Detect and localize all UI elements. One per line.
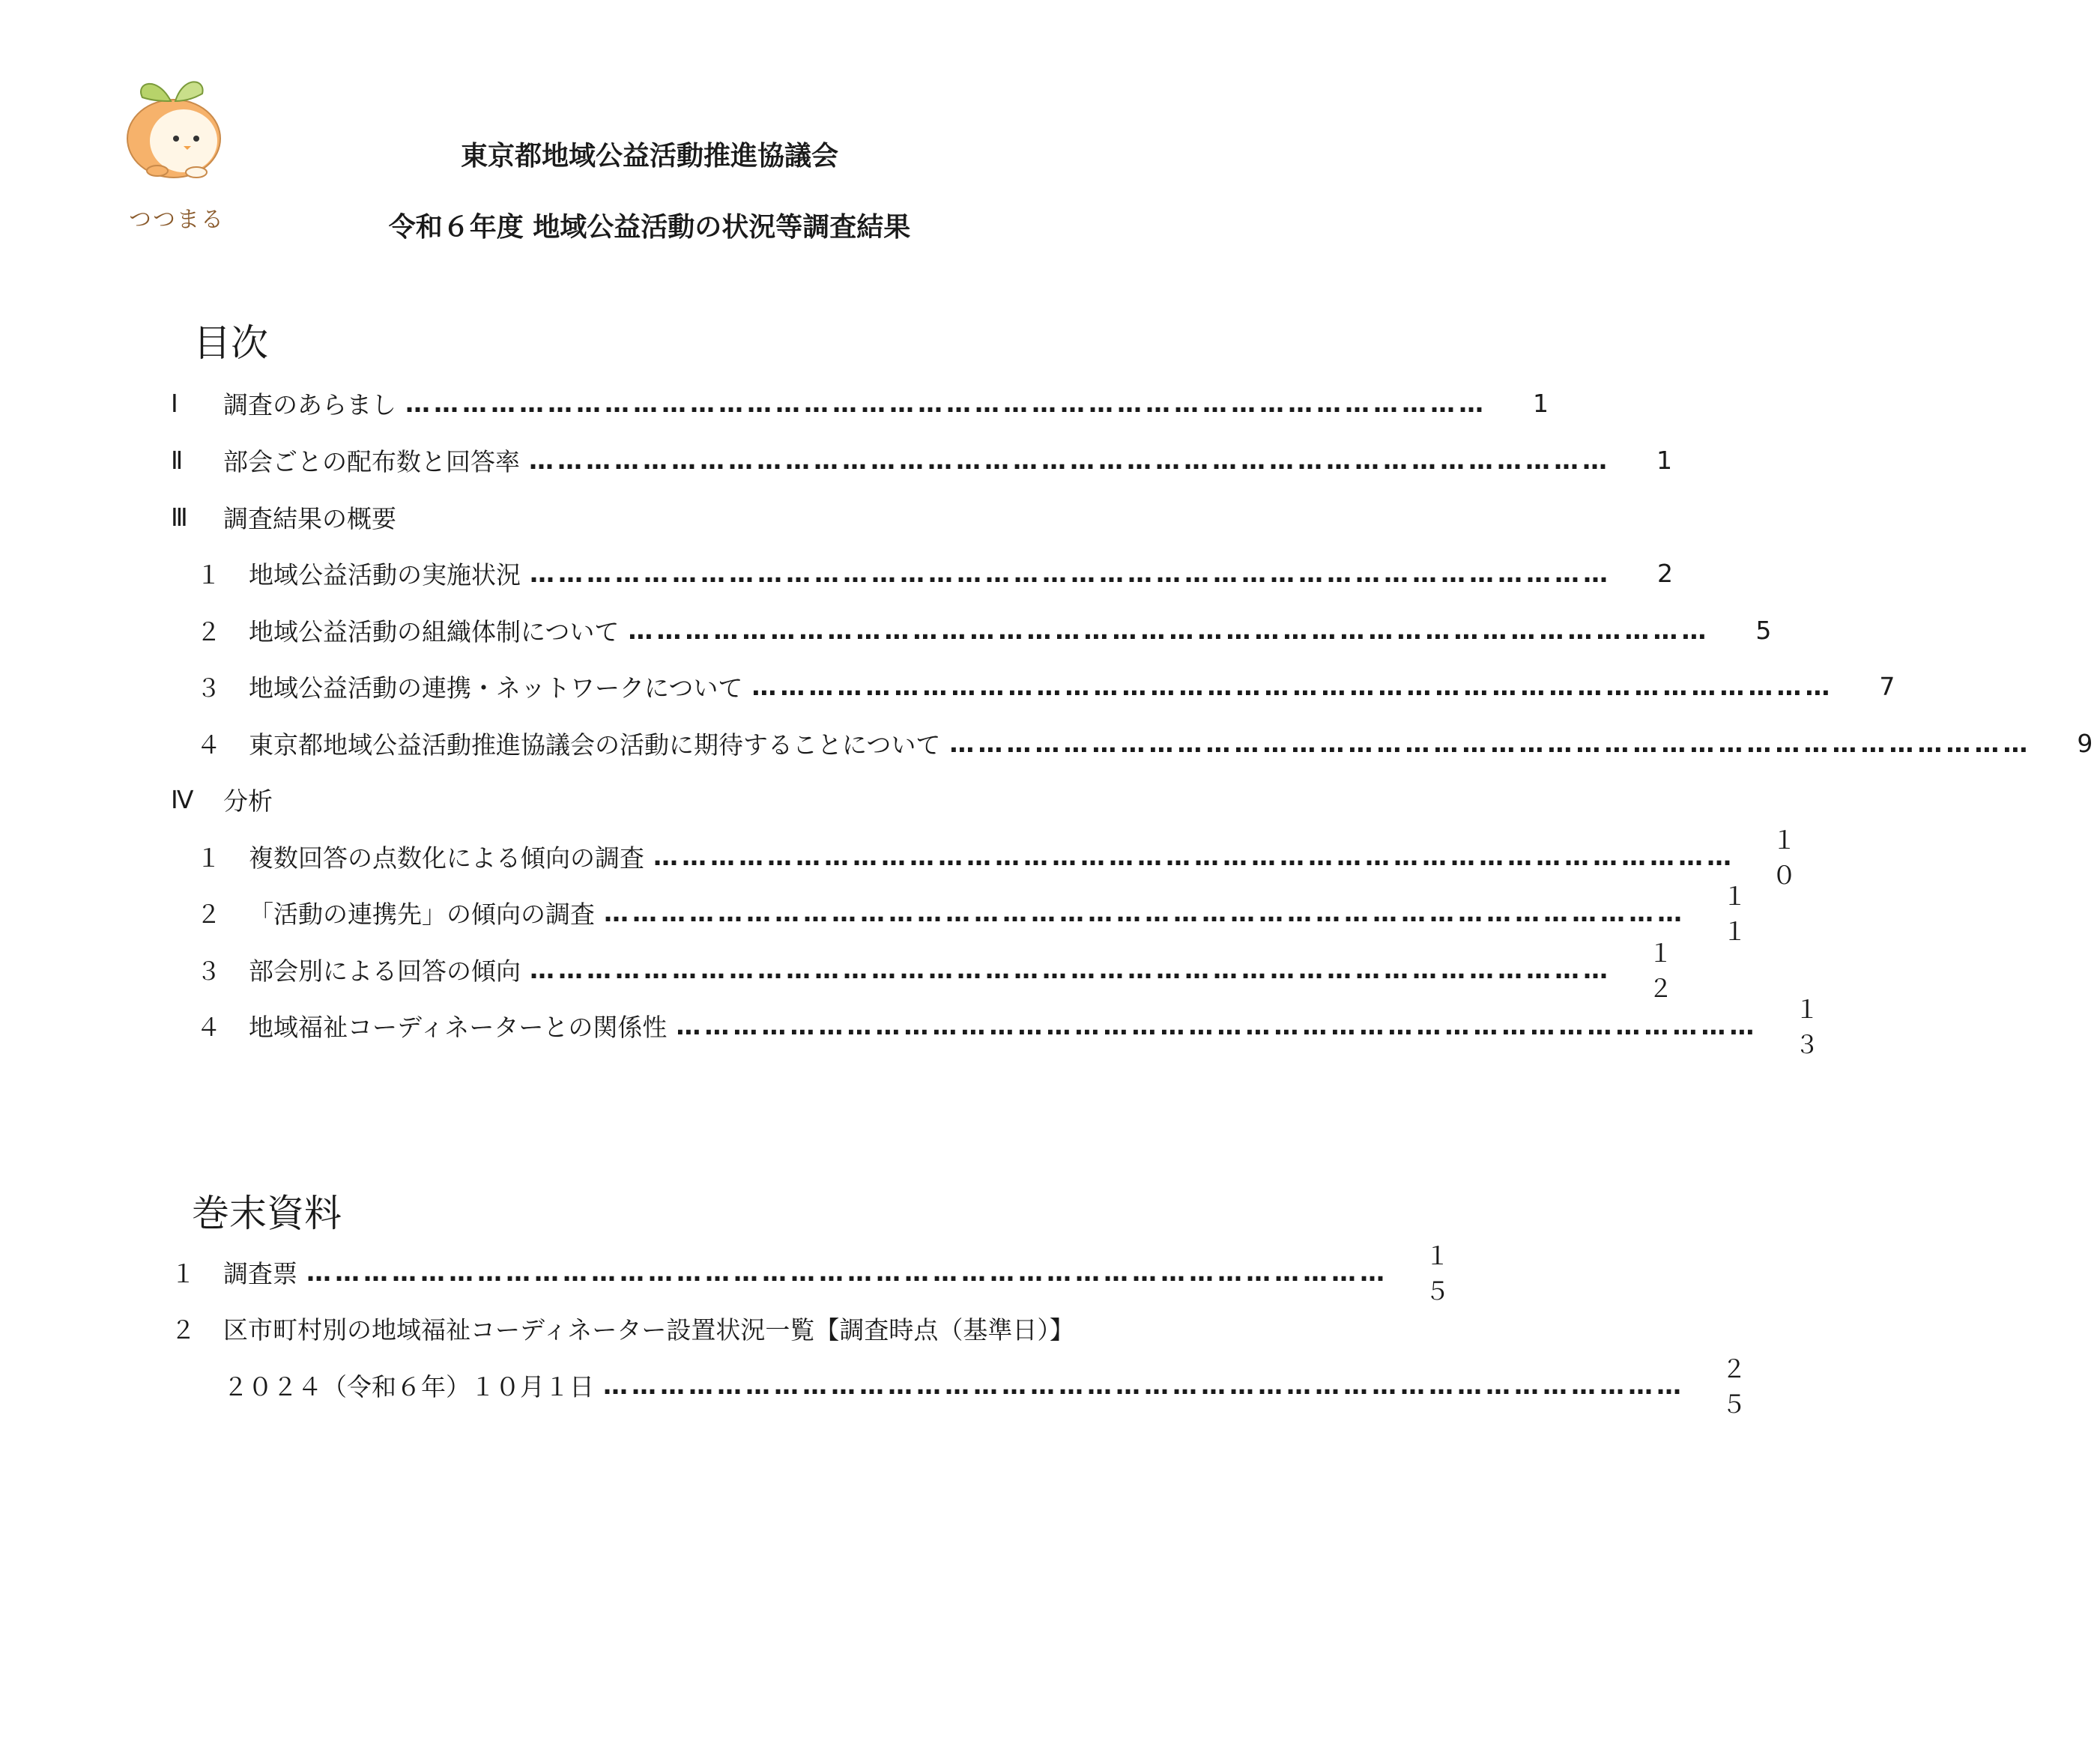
toc-label: 「活動の連携先」の傾向の調査 [249,899,595,929]
toc-page: 5 [1755,615,1779,645]
toc-num: ３ [196,956,221,986]
toc-label: 区市町村別の地域福祉コーディネーター設置状況一覧【調査時点（基準日）】 [223,1315,1074,1345]
appendix-item-continued[interactable] [223,1354,1754,1419]
report-title: 令和６年度 地域公益活動の状況等調査結果 [388,212,911,243]
toc-item[interactable] [196,554,1680,592]
toc-leader: …………………………………………………………………………………………………… [306,1257,1388,1287]
toc-num: ２ [196,899,221,929]
toc-num: １ [171,1258,196,1288]
appendix-item[interactable] [171,1241,1457,1306]
appendix-item[interactable] [171,1309,1074,1347]
toc-page: 2 [1657,558,1680,588]
toc-label: 複数回答の点数化による傾向の調査 [249,843,644,873]
toc-label: 調査結果の概要 [223,503,396,533]
toc-num: ４ [196,730,221,760]
toc-num: Ⅳ [171,784,194,814]
toc-label: 部会ごとの配布数と回答率 [223,446,520,476]
toc-page: 1 [1533,388,1556,418]
toc-item[interactable] [196,667,1903,705]
toc-section[interactable] [171,498,396,536]
toc-heading: 目次 [193,321,268,365]
toc-num: Ⅱ [171,445,184,475]
toc-item[interactable] [171,441,1680,479]
toc-num: ３ [196,673,221,703]
toc-label: 部会別による回答の傾向 [249,956,521,986]
toc-label: 東京都地域公益活動推進協議会の活動に期待することについて [249,730,941,760]
toc-page: １３ [1794,995,1827,1059]
toc-label: 分析 [223,786,273,816]
toc-item[interactable] [196,939,1680,1003]
toc-leader: …………………………………………………………………………………………………… [949,728,2032,758]
toc-page: 9 [2077,728,2100,758]
toc-num: ２ [196,616,221,646]
toc-page: １０ [1772,825,1804,890]
toc-leader: …………………………………………………………………………………………………… [405,388,1487,418]
toc-item[interactable] [196,611,1779,649]
toc-label: 地域公益活動の組織体制について [249,616,620,646]
mascot-name: つつまる [129,207,225,233]
org-title: 東京都地域公益活動推進協議会 [460,141,838,172]
toc-num: １ [196,560,221,589]
toc-label: 調査票 [223,1258,297,1288]
toc-page: 7 [1879,671,1903,701]
toc-item[interactable] [196,995,1827,1059]
toc-leader: …………………………………………………………………………………………………… [676,1010,1758,1040]
toc-section[interactable] [171,780,273,818]
toc-label: 地域福祉コーディネーターとの関係性 [249,1012,668,1042]
toc-leader: …………………………………………………………………………………………………… [530,954,1612,984]
appendix-heading: 巻末資料 [192,1192,342,1235]
toc-leader: …………………………………………………………………………………………………… [604,897,1686,927]
toc-leader: …………………………………………………………………………………………………… [628,615,1710,645]
toc-leader: …………………………………………………………………………………………………… [751,671,1834,701]
toc-page: 1 [1656,445,1680,475]
toc-leader: …………………………………………………………………………………………………… [530,558,1612,588]
toc-item[interactable] [196,724,2100,762]
toc-num: ２ [171,1315,196,1345]
toc-label: ２０２４（令和６年）１０月１日 [223,1371,594,1401]
toc-label: 地域公益活動の連携・ネットワークについて [249,673,743,703]
toc-item[interactable] [196,882,1755,946]
toc-leader: …………………………………………………………………………………………………… [653,841,1735,871]
toc-page: １１ [1722,882,1755,946]
toc-num: Ⅲ [171,502,188,532]
toc-num: ４ [196,1012,221,1042]
toc-item[interactable] [196,825,1804,890]
toc-page: １２ [1648,939,1680,1003]
toc-num: Ⅰ [171,388,178,418]
toc-label: 調査のあらまし [223,389,396,419]
toc-leader: …………………………………………………………………………………………………… [603,1370,1685,1400]
toc-label: 地域公益活動の実施状況 [249,560,521,589]
toc-leader: …………………………………………………………………………………………………… [529,445,1611,475]
toc-page: ２５ [1722,1354,1754,1419]
toc-item[interactable] [171,384,1556,422]
toc-page: １５ [1425,1241,1457,1306]
toc-num: １ [196,843,221,873]
